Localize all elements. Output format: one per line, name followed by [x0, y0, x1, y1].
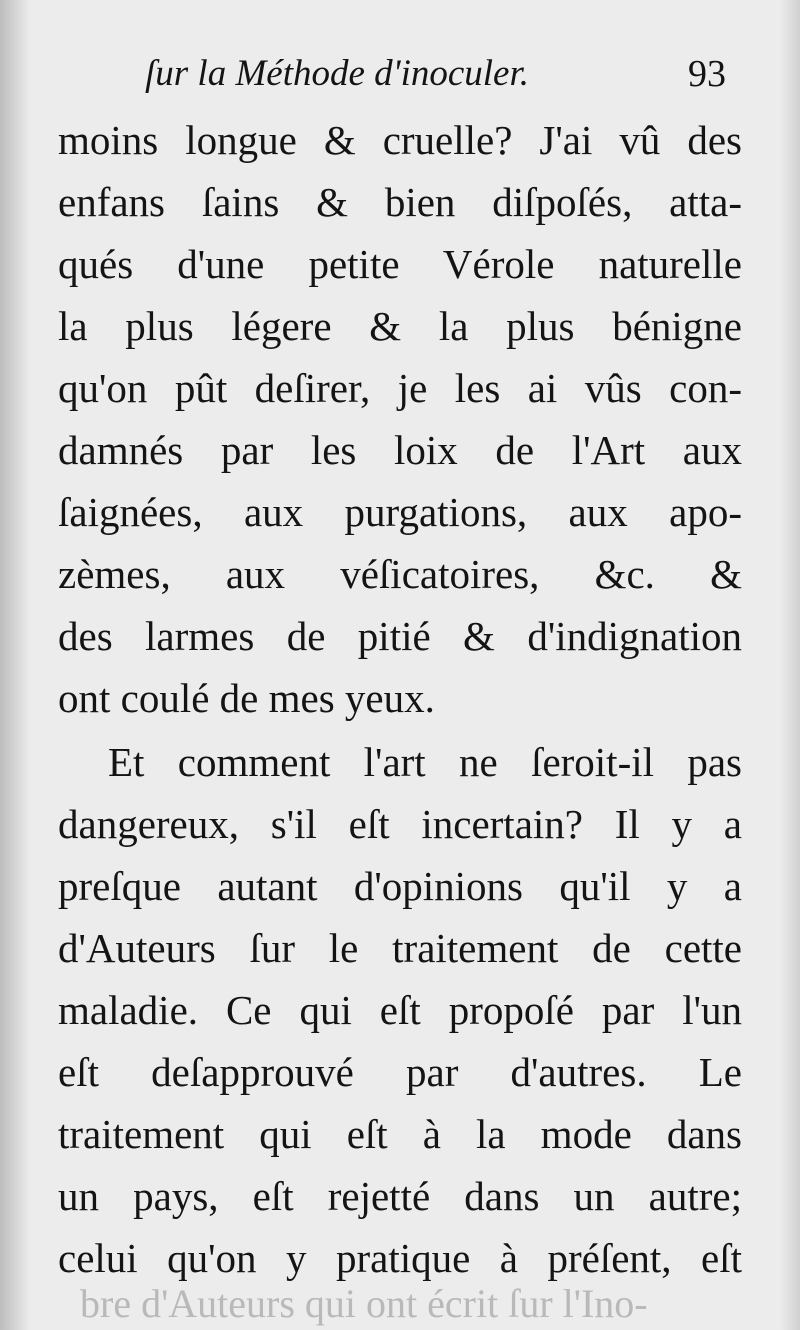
- page-number: 93: [688, 53, 726, 95]
- text-line: traitement qui eſt à la mode dans: [58, 1111, 742, 1157]
- text-line-paragraph-start: Et comment l'art ne ſeroit-il pas: [108, 739, 742, 785]
- text-line-paragraph-end: ont coulé de mes yeux.: [58, 675, 435, 721]
- text-line: la plus légere & la plus bénigne: [58, 303, 742, 349]
- text-line: moins longue & cruelle? J'ai vû des: [58, 117, 742, 163]
- text-line: ſaignées, aux purgations, aux apo-: [58, 489, 742, 535]
- text-line: celui qu'on y pratique à préſent, eſt: [58, 1235, 742, 1281]
- running-title: ſur la Méthode d'inoculer.: [145, 53, 530, 94]
- text-line: damnés par les loix de l'Art aux: [58, 427, 742, 473]
- text-line: dangereux, s'il eſt incertain? Il y a: [58, 801, 742, 847]
- page-shadow-right: [780, 0, 800, 1330]
- text-line: eſt deſapprouvé par d'autres. Le: [58, 1049, 742, 1095]
- text-line: preſque autant d'opinions qu'il y a: [58, 863, 742, 909]
- text-line: des larmes de pitié & d'indignation: [58, 613, 742, 659]
- text-line: qu'on pût deſirer, je les ai vûs con-: [58, 365, 742, 411]
- text-line: d'Auteurs ſur le traitement de cette: [58, 925, 742, 971]
- text-line: un pays, eſt rejetté dans un autre;: [58, 1173, 742, 1219]
- text-line: zèmes, aux véſicatoires, &c. &: [58, 551, 742, 597]
- text-line: enfans ſains & bien diſpoſés, atta-: [58, 179, 742, 225]
- page-shadow-left: [0, 0, 30, 1330]
- text-line: qués d'une petite Vérole naturelle: [58, 241, 742, 287]
- next-page-bleed-through: bre d'Auteurs qui ont écrit ſur l'Ino-: [80, 1281, 648, 1326]
- text-line: maladie. Ce qui eſt propoſé par l'un: [58, 987, 742, 1033]
